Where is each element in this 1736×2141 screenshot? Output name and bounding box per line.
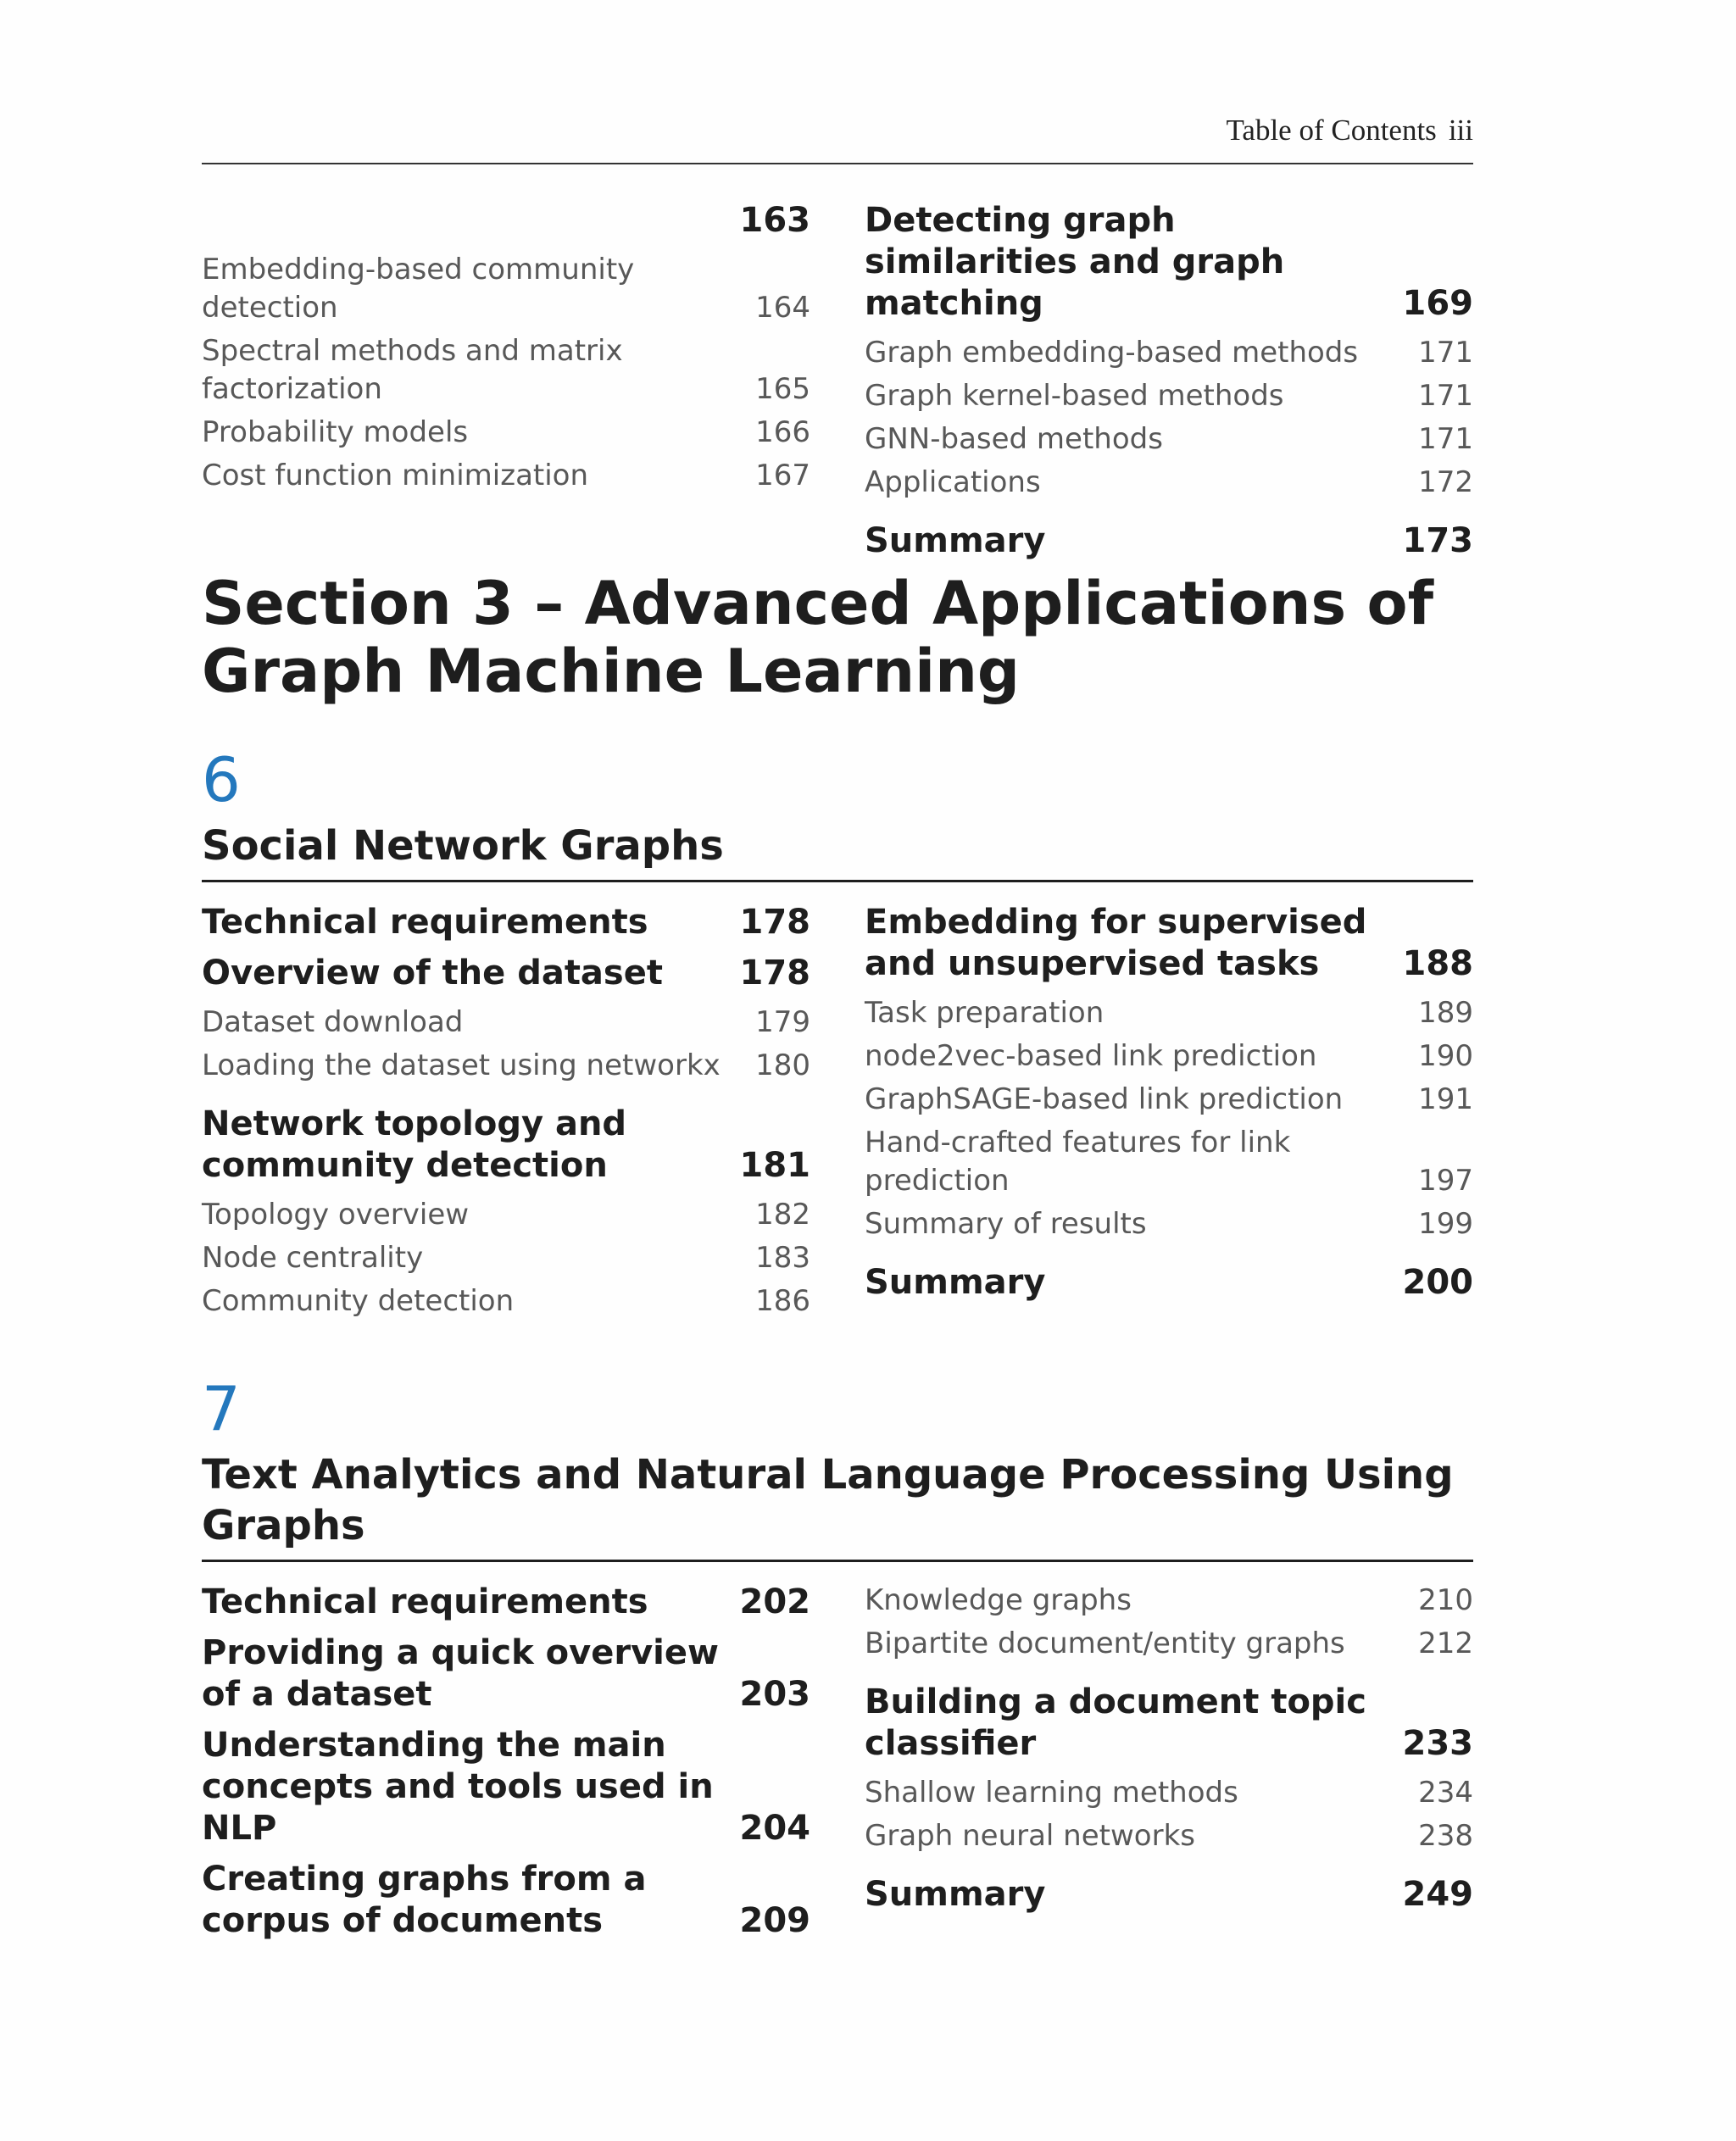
toc-entry-page: 167	[755, 459, 810, 492]
running-head-page-number: iii	[1448, 114, 1473, 147]
toc-entry-page: 180	[755, 1048, 810, 1082]
toc-entry[interactable]	[865, 420, 1473, 459]
toc-entry-title: Embedding for supervised and unsupervised tasks	[865, 903, 1367, 983]
toc-entry-page: 189	[1418, 996, 1473, 1030]
toc-entry[interactable]	[202, 1582, 810, 1623]
toc-entry-title: Topology overview	[202, 1198, 470, 1232]
toc-entry-page: 186	[755, 1284, 810, 1318]
toc-entry[interactable]	[202, 953, 810, 994]
toc-entry-page: 166	[755, 415, 810, 449]
toc-entry-title: Summary	[865, 521, 1046, 560]
toc-entry[interactable]	[865, 1682, 1473, 1765]
toc-entry[interactable]	[202, 1004, 810, 1042]
toc-entry-title: Overview of the dataset	[202, 954, 663, 993]
chapter-title: Text Analytics and Natural Language Processing Using Graphs	[202, 1451, 1454, 1549]
toc-entry-page: 178	[739, 954, 810, 993]
toc-entry-title: Node centrality	[202, 1241, 424, 1275]
toc-entry-title: Graph kernel-based methods	[865, 379, 1284, 413]
toc-entry-title: Hand-crafted features for link prediction	[865, 1126, 1291, 1198]
toc-entry-page: 204	[739, 1809, 810, 1848]
toc-entry-page: 172	[1418, 465, 1473, 499]
toc-entry[interactable]	[865, 994, 1473, 1032]
toc-entry-page: 165	[755, 372, 810, 406]
toc-entry-title: Understanding the main concepts and tools used in NLP	[202, 1726, 714, 1848]
toc-entry-page: 209	[739, 1901, 810, 1940]
toc-entry-title: Task preparation	[865, 996, 1104, 1030]
toc-entry[interactable]	[865, 200, 1473, 325]
toc-entry-page: 183	[755, 1241, 810, 1275]
toc-entry[interactable]	[202, 1632, 810, 1716]
toc-entry[interactable]	[865, 1817, 1473, 1855]
toc-entry[interactable]	[865, 1205, 1473, 1243]
toc-entry[interactable]	[202, 1282, 810, 1321]
toc-entry[interactable]	[865, 1262, 1473, 1304]
toc-entry-page: 197	[1418, 1164, 1473, 1198]
toc-entry[interactable]	[202, 457, 810, 495]
toc-entry-page: 212	[1418, 1627, 1473, 1660]
running-head-title: Table of Contents	[1226, 114, 1437, 147]
toc-entry-page: 178	[739, 903, 810, 942]
toc-column-left	[202, 902, 810, 1326]
toc-entry[interactable]	[865, 377, 1473, 415]
toc-entry-title: Applications	[865, 465, 1041, 499]
toc-entry-page: 171	[1418, 422, 1473, 456]
toc-entry[interactable]	[865, 464, 1473, 502]
toc-entry-title: Knowledge graphs	[865, 1583, 1132, 1617]
toc-entry-page: 202	[739, 1582, 810, 1621]
toc-entry[interactable]	[202, 902, 810, 943]
toc-entry[interactable]	[202, 414, 810, 452]
toc-entry[interactable]	[865, 902, 1473, 985]
toc-entry-title: Summary	[865, 1263, 1046, 1302]
toc-entry[interactable]	[202, 1047, 810, 1085]
toc-entry-page: 163	[739, 201, 810, 240]
toc-entry-page: 249	[1402, 1875, 1473, 1914]
toc-entry-title: Cost function minimization	[202, 459, 589, 492]
toc-entry-title: Graph neural networks	[865, 1819, 1195, 1853]
toc-entry-title: Community detection	[202, 1284, 515, 1318]
toc-entry-title: Summary	[865, 1875, 1046, 1914]
toc-entry[interactable]	[865, 1081, 1473, 1119]
toc-entry[interactable]	[202, 200, 810, 242]
chapter-rule	[202, 880, 1473, 882]
toc-entry-page: 199	[1418, 1207, 1473, 1241]
toc-block-chapter-7	[202, 1582, 1473, 1951]
toc-entry-page: 182	[755, 1198, 810, 1232]
toc-entry-page: 171	[1418, 379, 1473, 413]
toc-entry[interactable]	[865, 520, 1473, 562]
toc-entry-page: 191	[1418, 1082, 1473, 1116]
toc-entry-page: 200	[1402, 1263, 1473, 1302]
toc-entry-page: 171	[1418, 336, 1473, 370]
toc-entry[interactable]	[202, 1859, 810, 1942]
toc-entry-title: Creating graphs from a corpus of documents	[202, 1860, 647, 1940]
toc-entry-page: 173	[1402, 521, 1473, 560]
toc-entry-title: Bipartite document/entity graphs	[865, 1627, 1345, 1660]
toc-entry-page: 238	[1418, 1819, 1473, 1853]
toc-entry[interactable]	[202, 1104, 810, 1187]
toc-entry-title: Detecting graph similarities and graph matching	[865, 201, 1285, 323]
toc-column-left	[202, 1582, 810, 1951]
toc-entry-title: node2vec-based link prediction	[865, 1039, 1317, 1073]
toc-block-chapter-6	[202, 902, 1473, 1326]
toc-column-right	[865, 200, 1473, 571]
chapter-number: 7	[202, 1373, 241, 1444]
toc-entry-page: 210	[1418, 1583, 1473, 1617]
section-title: Section 3 – Advanced Applications of Graph Machine Learning	[202, 569, 1434, 706]
chapter-rule	[202, 1560, 1473, 1562]
toc-entry-title: Embedding-based community detection	[202, 253, 635, 325]
toc-entry-page: 234	[1418, 1776, 1473, 1810]
toc-entry-page: 188	[1402, 944, 1473, 983]
toc-entry[interactable]	[865, 1037, 1473, 1076]
toc-entry[interactable]	[202, 332, 810, 409]
chapter-number: 6	[202, 744, 241, 815]
toc-entry-title: Technical requirements	[202, 1582, 648, 1621]
toc-entry-page: 233	[1402, 1724, 1473, 1763]
toc-entry-page: 164	[755, 291, 810, 325]
toc-entry[interactable]	[202, 251, 810, 327]
toc-entry-title: Shallow learning methods	[865, 1776, 1238, 1810]
toc-column-right	[865, 902, 1473, 1326]
toc-entry[interactable]	[865, 1625, 1473, 1663]
toc-block-top	[202, 200, 1473, 571]
toc-entry-page: 169	[1402, 284, 1473, 323]
toc-entry-page: 181	[739, 1146, 810, 1185]
toc-entry-title: Summary of results	[865, 1207, 1147, 1241]
toc-entry[interactable]	[865, 334, 1473, 372]
toc-entry-title: Dataset download	[202, 1005, 464, 1039]
toc-entry-title: Providing a quick overview of a dataset	[202, 1633, 719, 1714]
toc-entry-title: Spectral methods and matrix factorization	[202, 334, 623, 406]
toc-entry[interactable]	[865, 1874, 1473, 1916]
toc-entry[interactable]	[202, 1196, 810, 1234]
toc-entry-page: 190	[1418, 1039, 1473, 1073]
toc-entry-title: Graph embedding-based methods	[865, 336, 1359, 370]
toc-entry-title: Loading the dataset using networkx	[202, 1048, 721, 1082]
toc-entry[interactable]	[865, 1774, 1473, 1812]
toc-entry[interactable]	[865, 1582, 1473, 1620]
toc-entry[interactable]	[865, 1124, 1473, 1200]
toc-column-right	[865, 1582, 1473, 1951]
toc-entry[interactable]	[202, 1725, 810, 1849]
toc-column-left	[202, 200, 810, 571]
chapter-title: Social Network Graphs	[202, 822, 724, 870]
toc-entry-title: GraphSAGE-based link prediction	[865, 1082, 1344, 1116]
running-head	[1226, 114, 1473, 147]
toc-entry-page: 179	[755, 1005, 810, 1039]
toc-entry-page: 203	[739, 1675, 810, 1714]
toc-entry-title: Network topology and community detection	[202, 1104, 627, 1185]
toc-entry-title: Building a document topic classifier	[865, 1682, 1366, 1763]
toc-entry-title: GNN-based methods	[865, 422, 1163, 456]
header-rule	[202, 163, 1473, 164]
toc-entry-title: Technical requirements	[202, 903, 648, 942]
toc-entry[interactable]	[202, 1239, 810, 1277]
toc-entry-title: Probability models	[202, 415, 469, 449]
